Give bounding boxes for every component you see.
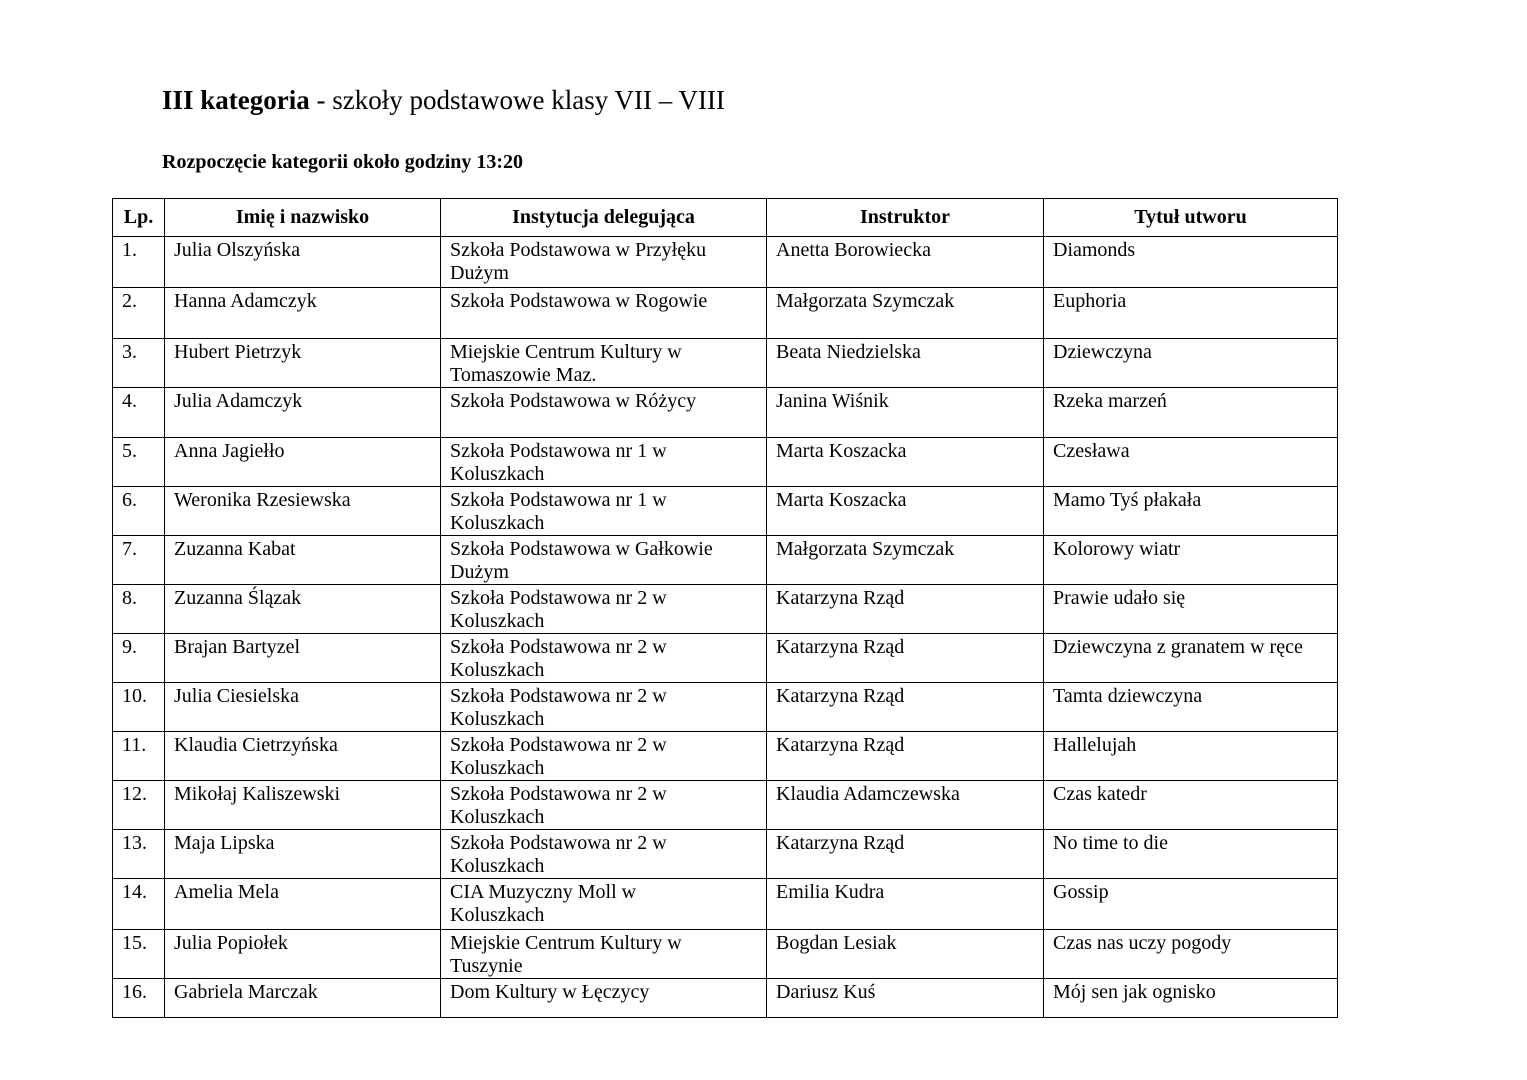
institution-line: Miejskie Centrum Kultury w <box>450 341 682 363</box>
table-header-row <box>113 199 1338 237</box>
cell-title: Hallelujah <box>1044 732 1338 781</box>
table-row <box>113 930 1338 979</box>
cell-name: Amelia Mela <box>165 879 441 930</box>
table-row <box>113 634 1338 683</box>
institution-line: Szkoła Podstawowa w Przyłęku <box>450 239 707 261</box>
cell-lp: 15. <box>113 930 165 979</box>
cell-institution <box>441 683 767 732</box>
table-row <box>113 536 1338 585</box>
table-row <box>113 979 1338 1018</box>
cell-title: Mój sen jak ognisko <box>1044 979 1338 1018</box>
cell-institution <box>441 536 767 585</box>
institution-line: Tomaszowie Maz. <box>450 364 597 386</box>
cell-name: Julia Ciesielska <box>165 683 441 732</box>
table-row <box>113 438 1338 487</box>
institution-line: Szkoła Podstawowa nr 2 w <box>450 587 667 609</box>
institution-line: Koluszkach <box>450 512 545 534</box>
cell-title: Mamo Tyś płakała <box>1044 487 1338 536</box>
cell-name: Anna Jagiełło <box>165 438 441 487</box>
table-row <box>113 487 1338 536</box>
cell-title: Kolorowy wiatr <box>1044 536 1338 585</box>
institution-line: Szkoła Podstawowa w Rogowie <box>450 290 708 312</box>
table-row <box>113 388 1338 438</box>
cell-instructor: Dariusz Kuś <box>767 979 1044 1018</box>
cell-institution <box>441 732 767 781</box>
column-header-name: Imię i nazwisko <box>165 199 441 237</box>
cell-lp: 5. <box>113 438 165 487</box>
page-title <box>162 82 725 118</box>
cell-institution <box>441 634 767 683</box>
cell-name: Klaudia Cietrzyńska <box>165 732 441 781</box>
cell-institution <box>441 930 767 979</box>
institution-line: Szkoła Podstawowa nr 2 w <box>450 636 667 658</box>
cell-lp: 7. <box>113 536 165 585</box>
page-title-bold: III kategoria <box>162 85 310 115</box>
cell-instructor: Katarzyna Rząd <box>767 585 1044 634</box>
cell-institution <box>441 438 767 487</box>
cell-instructor: Klaudia Adamczewska <box>767 781 1044 830</box>
cell-institution <box>441 879 767 930</box>
institution-line: Miejskie Centrum Kultury w <box>450 932 682 954</box>
cell-institution <box>441 830 767 879</box>
cell-instructor: Bogdan Lesiak <box>767 930 1044 979</box>
cell-title: Gossip <box>1044 879 1338 930</box>
cell-title: Dziewczyna z granatem w ręce <box>1044 634 1338 683</box>
institution-line: Szkoła Podstawowa nr 2 w <box>450 685 667 707</box>
cell-lp: 13. <box>113 830 165 879</box>
table-row <box>113 732 1338 781</box>
cell-name: Mikołaj Kaliszewski <box>165 781 441 830</box>
cell-institution <box>441 288 767 339</box>
institution-line: Koluszkach <box>450 757 545 779</box>
page-title-rest: - szkoły podstawowe klasy VII – VIII <box>309 85 725 115</box>
cell-name: Zuzanna Ślązak <box>165 585 441 634</box>
institution-line: Tuszynie <box>450 955 523 977</box>
cell-lp: 2. <box>113 288 165 339</box>
cell-name: Gabriela Marczak <box>165 979 441 1018</box>
institution-line: Szkoła Podstawowa nr 1 w <box>450 489 667 511</box>
institution-line: Koluszkach <box>450 855 545 877</box>
column-header-institution: Instytucja delegująca <box>441 199 767 237</box>
cell-instructor: Anetta Borowiecka <box>767 237 1044 288</box>
institution-line: Szkoła Podstawowa nr 1 w <box>450 440 667 462</box>
table-body <box>113 237 1338 1018</box>
table-row <box>113 830 1338 879</box>
cell-lp: 16. <box>113 979 165 1018</box>
cell-title: Tamta dziewczyna <box>1044 683 1338 732</box>
table-row <box>113 585 1338 634</box>
institution-line: Koluszkach <box>450 659 545 681</box>
institution-line: Koluszkach <box>450 463 545 485</box>
cell-name: Julia Popiołek <box>165 930 441 979</box>
cell-lp: 3. <box>113 339 165 388</box>
cell-name: Maja Lipska <box>165 830 441 879</box>
cell-instructor: Emilia Kudra <box>767 879 1044 930</box>
institution-line: Szkoła Podstawowa nr 2 w <box>450 734 667 756</box>
participants-table <box>112 198 1338 1018</box>
cell-institution <box>441 388 767 438</box>
cell-name: Julia Olszyńska <box>165 237 441 288</box>
table-row <box>113 237 1338 288</box>
institution-line: Dużym <box>450 262 509 284</box>
cell-lp: 1. <box>113 237 165 288</box>
column-header-lp: Lp. <box>113 199 165 237</box>
cell-title: No time to die <box>1044 830 1338 879</box>
institution-line: Koluszkach <box>450 806 545 828</box>
table-row <box>113 683 1338 732</box>
cell-lp: 4. <box>113 388 165 438</box>
cell-title: Dziewczyna <box>1044 339 1338 388</box>
start-time-note: Rozpoczęcie kategorii około godziny 13:20 <box>162 151 524 173</box>
cell-lp: 9. <box>113 634 165 683</box>
cell-institution <box>441 585 767 634</box>
cell-institution <box>441 979 767 1018</box>
cell-name: Brajan Bartyzel <box>165 634 441 683</box>
cell-institution <box>441 781 767 830</box>
institution-line: CIA Muzyczny Moll w <box>450 881 637 903</box>
cell-name: Zuzanna Kabat <box>165 536 441 585</box>
institution-line: Szkoła Podstawowa nr 2 w <box>450 783 667 805</box>
cell-lp: 12. <box>113 781 165 830</box>
cell-institution <box>441 339 767 388</box>
cell-instructor: Beata Niedzielska <box>767 339 1044 388</box>
cell-title: Euphoria <box>1044 288 1338 339</box>
institution-line: Dom Kultury w Łęczycy <box>450 981 650 1003</box>
institution-line: Koluszkach <box>450 904 545 926</box>
cell-title: Diamonds <box>1044 237 1338 288</box>
institution-line: Szkoła Podstawowa nr 2 w <box>450 832 667 854</box>
table-row <box>113 288 1338 339</box>
institution-line: Koluszkach <box>450 610 545 632</box>
table-row <box>113 781 1338 830</box>
cell-lp: 8. <box>113 585 165 634</box>
cell-instructor: Katarzyna Rząd <box>767 830 1044 879</box>
cell-lp: 14. <box>113 879 165 930</box>
cell-instructor: Katarzyna Rząd <box>767 732 1044 781</box>
cell-title: Czesława <box>1044 438 1338 487</box>
institution-line: Szkoła Podstawowa w Gałkowie <box>450 538 713 560</box>
institution-line: Szkoła Podstawowa w Różycy <box>450 390 697 412</box>
cell-title: Czas katedr <box>1044 781 1338 830</box>
cell-name: Hanna Adamczyk <box>165 288 441 339</box>
cell-name: Julia Adamczyk <box>165 388 441 438</box>
cell-institution <box>441 237 767 288</box>
cell-name: Hubert Pietrzyk <box>165 339 441 388</box>
column-header-title: Tytuł utworu <box>1044 199 1338 237</box>
cell-title: Rzeka marzeń <box>1044 388 1338 438</box>
institution-line: Koluszkach <box>450 708 545 730</box>
cell-instructor: Marta Koszacka <box>767 438 1044 487</box>
cell-instructor: Małgorzata Szymczak <box>767 536 1044 585</box>
cell-instructor: Małgorzata Szymczak <box>767 288 1044 339</box>
column-header-instructor: Instruktor <box>767 199 1044 237</box>
cell-instructor: Katarzyna Rząd <box>767 634 1044 683</box>
cell-title: Prawie udało się <box>1044 585 1338 634</box>
cell-instructor: Janina Wiśnik <box>767 388 1044 438</box>
institution-line: Dużym <box>450 561 509 583</box>
cell-instructor: Katarzyna Rząd <box>767 683 1044 732</box>
cell-title: Czas nas uczy pogody <box>1044 930 1338 979</box>
table-row <box>113 879 1338 930</box>
cell-lp: 10. <box>113 683 165 732</box>
cell-institution <box>441 487 767 536</box>
cell-lp: 11. <box>113 732 165 781</box>
table-row <box>113 339 1338 388</box>
cell-lp: 6. <box>113 487 165 536</box>
cell-instructor: Marta Koszacka <box>767 487 1044 536</box>
cell-name: Weronika Rzesiewska <box>165 487 441 536</box>
